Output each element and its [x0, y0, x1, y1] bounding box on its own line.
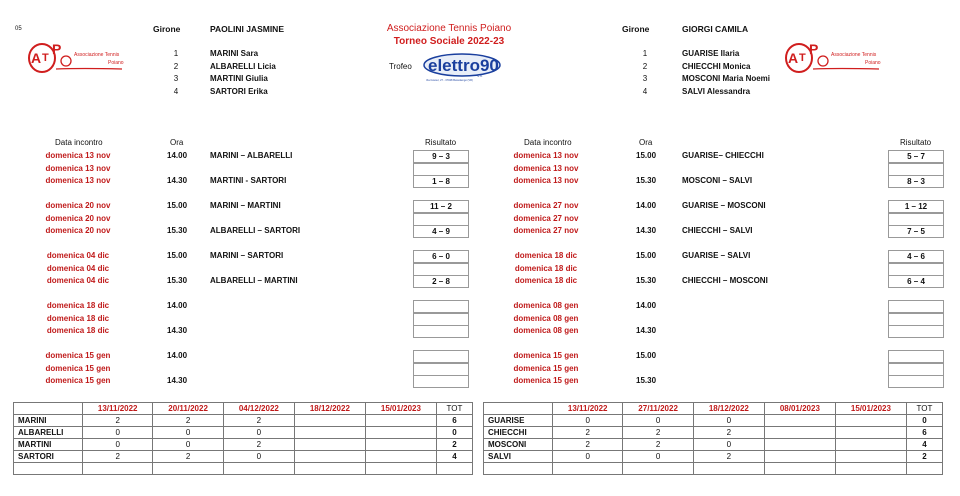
result-box [888, 163, 944, 176]
match-pairing: GUARISE – MOSCONI [682, 201, 766, 210]
match-time: 14.30 [636, 226, 657, 235]
result-box [413, 213, 469, 226]
points-cell: 0 [553, 451, 623, 463]
table-header: 15/01/2023 [365, 403, 436, 415]
match-time: 15.30 [636, 376, 657, 385]
match-date: domenica 04 dic [46, 251, 110, 260]
points-cell: 2 [223, 439, 294, 451]
logo-line1: Associazione Tennis [74, 52, 120, 58]
total-cell: 4 [436, 451, 472, 463]
match-time: 15.30 [636, 276, 657, 285]
match-pairing: CHIECCHI – SALVI [682, 226, 753, 235]
points-cell: 2 [83, 415, 153, 427]
result-box [413, 363, 469, 376]
match-time: 14.00 [636, 301, 657, 310]
points-cell [835, 427, 906, 439]
association-title: Associazione Tennis Poiano [386, 23, 512, 34]
points-cell: 2 [553, 427, 623, 439]
points-cell: 0 [83, 427, 153, 439]
total-cell: 2 [436, 439, 472, 451]
sponsor-sub: S.r.l. [477, 74, 484, 78]
match-time: 15.00 [636, 151, 657, 160]
match-date: domenica 18 dic [46, 313, 110, 323]
sponsor-address: Via Cavour, 27 - 37028 Bussolengo (VR) [426, 79, 473, 82]
result-box: 2 – 8 [413, 275, 469, 288]
svg-text:P: P [52, 41, 62, 57]
points-cell [365, 451, 436, 463]
match-date: domenica 04 dic [46, 263, 110, 273]
match-date: domenica 13 nov [513, 176, 579, 185]
right-group-name: GIORGI CAMILA [682, 24, 749, 34]
player-name: GUARISE Ilaria [682, 49, 740, 58]
result-box [888, 313, 944, 326]
table-header: TOT [906, 403, 942, 415]
match-date: domenica 15 gen [45, 376, 111, 385]
match-date: domenica 13 nov [45, 151, 111, 160]
match-date: domenica 15 gen [45, 363, 111, 373]
table-row [14, 451, 473, 463]
total-cell: 4 [906, 439, 942, 451]
player-number: 1 [642, 49, 648, 58]
table-header: 04/12/2022 [223, 403, 294, 415]
table-header: 15/01/2023 [835, 403, 906, 415]
result-box: 6 – 0 [413, 250, 469, 263]
match-date: domenica 15 gen [513, 376, 579, 385]
table-header [14, 403, 83, 415]
match-pairing: MARINI – ALBARELLI [210, 151, 293, 160]
player-name: MARTINI Giulia [210, 74, 268, 83]
player-number: 3 [173, 74, 179, 83]
right-col-result: Risultato [900, 138, 932, 147]
points-cell [764, 451, 835, 463]
right-girone-label: Girone [622, 24, 650, 34]
page-number: 05 [15, 26, 22, 32]
points-cell: 2 [623, 427, 693, 439]
match-date: domenica 15 gen [45, 351, 111, 360]
total-cell: 6 [436, 415, 472, 427]
points-cell [294, 451, 365, 463]
points-cell: 0 [693, 439, 764, 451]
player-cell: SARTORI [14, 451, 83, 463]
club-logo-right [783, 38, 888, 78]
match-time: 14.30 [167, 176, 188, 185]
result-box: 7 – 5 [888, 225, 944, 238]
points-cell [365, 415, 436, 427]
points-cell: 0 [223, 451, 294, 463]
points-cell [294, 439, 365, 451]
table-header: 18/12/2022 [294, 403, 365, 415]
points-cell: 0 [623, 415, 693, 427]
player-number: 4 [642, 86, 648, 96]
match-date: domenica 15 gen [513, 351, 579, 360]
match-time: 14.00 [167, 151, 188, 160]
table-row [14, 427, 473, 439]
player-cell: ALBARELLI [14, 427, 83, 439]
match-pairing: MARTINI - SARTORI [210, 176, 287, 185]
match-date: domenica 08 gen [513, 313, 579, 323]
match-time: 14.30 [167, 376, 188, 385]
result-box [413, 313, 469, 326]
points-cell: 2 [153, 451, 223, 463]
match-pairing: GUARISE– CHIECCHI [682, 151, 764, 160]
player-cell: MOSCONI [484, 439, 553, 451]
match-time: 15.00 [167, 251, 188, 260]
match-pairing: ALBARELLI – MARTINI [210, 276, 298, 285]
points-cell [835, 439, 906, 451]
match-date: domenica 04 dic [46, 276, 110, 285]
table-row [14, 415, 473, 427]
player-name: SARTORI Erika [210, 86, 268, 96]
match-date: domenica 18 dic [514, 263, 578, 273]
result-box: 8 – 3 [888, 175, 944, 188]
table-header: 18/12/2022 [693, 403, 764, 415]
match-date: domenica 18 dic [514, 251, 578, 260]
points-cell: 2 [623, 439, 693, 451]
player-name: MOSCONI Maria Noemi [682, 74, 771, 83]
points-cell [835, 415, 906, 427]
points-cell: 2 [693, 451, 764, 463]
result-box: 9 – 3 [413, 150, 469, 163]
player-cell [484, 463, 553, 475]
result-box [413, 163, 469, 176]
player-number: 1 [173, 49, 179, 58]
sponsor-logo [422, 53, 502, 83]
svg-text:T: T [799, 52, 806, 64]
total-cell [436, 463, 472, 475]
club-logo-left [26, 38, 131, 78]
result-box: 11 – 2 [413, 200, 469, 213]
points-cell [693, 463, 764, 475]
player-name: CHIECCHI Monica [682, 61, 751, 71]
svg-text:T: T [42, 52, 49, 64]
points-cell [365, 439, 436, 451]
match-date: domenica 13 nov [45, 163, 111, 173]
left-col-date: Data incontro [55, 138, 103, 147]
table-header [484, 403, 553, 415]
match-date: domenica 18 dic [46, 326, 110, 335]
match-pairing: ALBARELLI – SARTORI [210, 226, 301, 235]
player-name: MARINI Sara [210, 49, 259, 58]
points-cell [294, 415, 365, 427]
points-cell: 0 [83, 439, 153, 451]
result-box [888, 375, 944, 388]
match-time: 14.30 [636, 326, 657, 335]
match-date: domenica 13 nov [513, 163, 579, 173]
left-col-result: Risultato [425, 138, 457, 147]
tournament-title: Torneo Sociale 2022-23 [393, 36, 505, 47]
logo-line2: Poiano [108, 60, 124, 66]
table-row [484, 427, 943, 439]
total-cell: 0 [906, 415, 942, 427]
match-time: 15.00 [636, 351, 657, 360]
result-box [413, 350, 469, 363]
player-cell: CHIECCHI [484, 427, 553, 439]
match-time: 14.00 [167, 351, 188, 360]
left-girone-label: Girone [153, 24, 181, 34]
points-cell [764, 427, 835, 439]
points-cell: 2 [223, 415, 294, 427]
match-date: domenica 15 gen [513, 363, 579, 373]
match-date: domenica 20 nov [45, 213, 111, 223]
points-cell [623, 463, 693, 475]
player-cell: MARINI [14, 415, 83, 427]
player-cell: GUARISE [484, 415, 553, 427]
result-box [413, 375, 469, 388]
match-date: domenica 27 nov [513, 213, 579, 223]
table-header: 27/11/2022 [623, 403, 693, 415]
match-pairing: MARINI – SARTORI [210, 251, 284, 260]
match-pairing: MOSCONI – SALVI [682, 176, 753, 185]
player-name: ALBARELLI Licia [210, 61, 276, 71]
match-time: 14.30 [167, 326, 188, 335]
points-cell [764, 463, 835, 475]
left-col-time: Ora [170, 138, 184, 147]
points-cell: 2 [153, 415, 223, 427]
sponsor-name: elettro90 [428, 56, 499, 75]
total-cell: 6 [906, 427, 942, 439]
svg-text:P: P [809, 41, 819, 57]
left-group-name: PAOLINI JASMINE [210, 24, 284, 34]
left-standings-table [13, 402, 473, 475]
player-number: 3 [642, 74, 648, 83]
match-date: domenica 20 nov [45, 226, 111, 235]
logo-line2: Poiano [865, 60, 881, 66]
logo-line1: Associazione Tennis [831, 52, 877, 58]
match-date: domenica 27 nov [513, 226, 579, 235]
result-box [888, 263, 944, 276]
points-cell [764, 439, 835, 451]
points-cell: 2 [83, 451, 153, 463]
result-box [413, 325, 469, 338]
table-row [14, 463, 473, 475]
points-cell [294, 463, 365, 475]
match-date: domenica 08 gen [513, 301, 579, 310]
points-cell [835, 451, 906, 463]
result-box [888, 213, 944, 226]
points-cell: 2 [693, 427, 764, 439]
player-cell: MARTINI [14, 439, 83, 451]
result-box [413, 300, 469, 313]
match-time: 14.00 [167, 301, 188, 310]
match-time: 15.30 [636, 176, 657, 185]
points-cell [365, 427, 436, 439]
total-cell: 0 [436, 427, 472, 439]
points-cell: 0 [623, 451, 693, 463]
player-cell [14, 463, 83, 475]
points-cell [365, 463, 436, 475]
svg-text:A: A [788, 50, 799, 66]
match-date: domenica 20 nov [45, 201, 111, 210]
table-row [14, 439, 473, 451]
table-row [484, 463, 943, 475]
points-cell: 0 [153, 427, 223, 439]
total-cell: 2 [906, 451, 942, 463]
result-box [888, 363, 944, 376]
match-time: 15.00 [167, 201, 188, 210]
points-cell: 0 [693, 415, 764, 427]
points-cell [553, 463, 623, 475]
player-name: SALVI Alessandra [682, 86, 751, 96]
table-header: 13/11/2022 [553, 403, 623, 415]
points-cell: 2 [553, 439, 623, 451]
result-box: 4 – 6 [888, 250, 944, 263]
player-number: 4 [173, 86, 179, 96]
result-box: 1 – 8 [413, 175, 469, 188]
points-cell [835, 463, 906, 475]
result-box: 1 – 12 [888, 200, 944, 213]
match-time: 15.30 [167, 226, 188, 235]
result-box [888, 300, 944, 313]
match-time: 15.00 [636, 251, 657, 260]
result-box [888, 325, 944, 338]
points-cell: 0 [223, 427, 294, 439]
result-box [413, 263, 469, 276]
table-header: 20/11/2022 [153, 403, 223, 415]
points-cell [294, 427, 365, 439]
svg-text:A: A [31, 50, 42, 66]
player-number: 2 [642, 61, 648, 71]
right-col-date: Data incontro [524, 138, 572, 147]
result-box: 6 – 4 [888, 275, 944, 288]
result-box: 5 – 7 [888, 150, 944, 163]
match-date: domenica 18 dic [46, 301, 110, 310]
right-standings-table [483, 402, 943, 475]
table-header: 08/01/2023 [764, 403, 835, 415]
table-row [484, 439, 943, 451]
match-pairing: MARINI – MARTINI [210, 201, 281, 210]
match-date: domenica 08 gen [513, 326, 579, 335]
result-box: 4 – 9 [413, 225, 469, 238]
points-cell: 0 [153, 439, 223, 451]
table-row [484, 415, 943, 427]
points-cell [223, 463, 294, 475]
points-cell [83, 463, 153, 475]
match-pairing: CHIECCHI – MOSCONI [682, 276, 768, 285]
player-number: 2 [173, 61, 179, 71]
table-row [484, 451, 943, 463]
match-date: domenica 13 nov [513, 151, 579, 160]
table-header: 13/11/2022 [83, 403, 153, 415]
player-cell: SALVI [484, 451, 553, 463]
trofeo-label: Trofeo [389, 62, 412, 71]
match-date: domenica 18 dic [514, 276, 578, 285]
match-date: domenica 27 nov [513, 201, 579, 210]
table-header: TOT [436, 403, 472, 415]
match-date: domenica 13 nov [45, 176, 111, 185]
points-cell [764, 415, 835, 427]
points-cell [153, 463, 223, 475]
total-cell [906, 463, 942, 475]
result-box [888, 350, 944, 363]
match-pairing: GUARISE – SALVI [682, 251, 751, 260]
right-col-time: Ora [639, 138, 653, 147]
match-time: 15.30 [167, 276, 188, 285]
points-cell: 0 [553, 415, 623, 427]
match-time: 14.00 [636, 201, 657, 210]
